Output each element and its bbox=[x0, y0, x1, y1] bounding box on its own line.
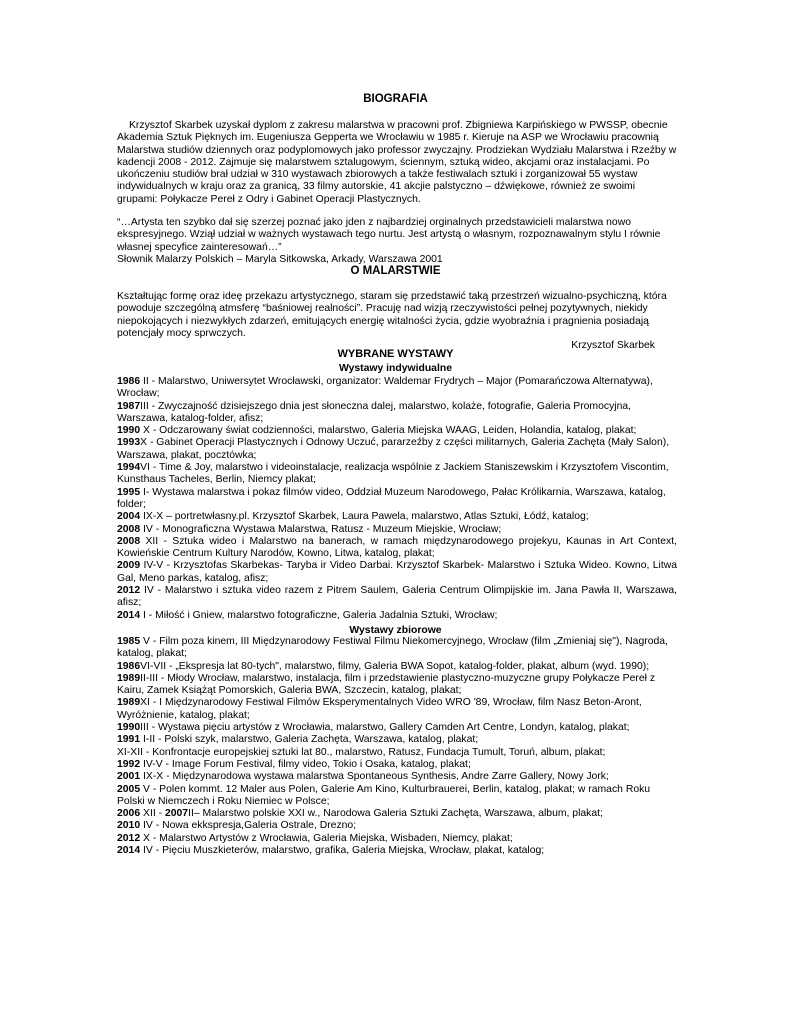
exhibition-entry bbox=[117, 833, 677, 845]
exhibition-text: X - Gabinet Operacji Plastycznych i Odnowy Uczuć, pararzeźby z części militarnych, Galeria Zachęta (Mały Salon), Warszawa, plakat, pocztówka; bbox=[117, 437, 670, 461]
exhibition-entry bbox=[117, 560, 677, 585]
exhibition-text: IV - Nowa ekksprеsja,Galeria Ostrale, Drezno; bbox=[140, 820, 357, 832]
exhibition-year: 2006 bbox=[117, 808, 141, 820]
exhibition-entry bbox=[117, 462, 677, 487]
exhibition-year: 2014 bbox=[117, 609, 141, 621]
exhibition-year: 1992 bbox=[117, 758, 141, 770]
exhibition-text: X - Malarstwo Artystów z Wrocławia, Galeria Miejska, Wisbaden, Niemcy, plakat; bbox=[140, 832, 513, 844]
malarstwo-section bbox=[117, 291, 677, 352]
wystawy-title: WYBRANE WYSTAWY bbox=[337, 348, 454, 360]
exhibition-entry bbox=[117, 511, 677, 523]
exhibition-entry bbox=[117, 808, 677, 820]
exhibition-text: XII - Sztuka wideo i Malarstwo na banerach, w ramach międzynarodowego projekyu, Kaunas in Art Context, Kowieńskie Centrum Kultury Narodów, Kowno, Litwa, katalog, plakat; bbox=[117, 535, 677, 560]
exhibition-year: 1991 bbox=[117, 734, 141, 746]
exhibition-year: 1993 bbox=[117, 437, 141, 449]
exhibition-entry bbox=[117, 784, 677, 809]
exhibition-entry bbox=[117, 487, 677, 512]
exhibition-year: 1989 bbox=[117, 672, 141, 684]
quote-source: Słownik Malarzy Polskich – Maryla Sitkowska, Arkady, Warszawa 2001 bbox=[117, 253, 443, 265]
exhibition-text: IV-V - Image Forum Festival, filmy video, Tokio i Osaka, katalog, plakat; bbox=[140, 758, 471, 770]
exhibition-entry bbox=[117, 722, 677, 734]
exhibition-entry bbox=[117, 697, 677, 722]
exhibition-year: 1987 bbox=[117, 400, 141, 412]
malarstwo-title: O MALARSTWIE bbox=[350, 265, 441, 277]
exhibition-year: 2010 bbox=[117, 820, 141, 832]
exhibition-year: 1990 bbox=[117, 722, 141, 734]
exhibition-year: 2012 bbox=[117, 585, 141, 597]
group-exhibitions-list bbox=[117, 636, 677, 857]
biografia-paragraph: Krzysztof Skarbek uzyskał dyplom z zakresu malarstwa w pracowni prof. Zbigniewa Karpińskiego w PWSSP, obecnie Akademia Sztuk Pięknych im. Eugeniusza Gepperta we Wrocławiu w 1985 r. Kieruje na ASP we Wrocławiu pracownią Malarstwa studiów dziennych oraz podyplomowych jako professor zwyczajny. Prodziekan Wydziału Malarstwa i Rzeźby w kadencji 2008 - 2012. Zajmuje się malarstwem sztalugowym, ściennym, sztuką wideo, akcjami oraz instalacjami. Po ukończeniu studiów brał udział w 310 wystawach zbiorowych a także festiwalach sztuki i zorganizował 55 wystaw indywidualnych w kraju oraz za granicą, 33 filmy autorskie, 41 akcjie palstyczno – dźwiękowe, również ze swoimi grupami: Połykacze Pereł z Odry i Gabinet Operacji Plastycznych. bbox=[117, 120, 677, 205]
exhibition-entry bbox=[117, 437, 677, 462]
exhibition-text: II-III - Młody Wrocław, malarstwo, instalacja, film i przedstawienie plastyczno-muzyczne grupy Połykacze Pereł z Kairu, Zamek Książąt Pomorskich, Galeria BWA, Szczecin, katalog, plakat; bbox=[117, 672, 656, 697]
artist-signature: Krzysztof Skarbek bbox=[571, 340, 655, 352]
exhibition-entry bbox=[117, 610, 677, 622]
exhibition-year: 2014 bbox=[117, 845, 141, 857]
exhibition-year: 1986 bbox=[117, 376, 141, 387]
biografia-section bbox=[117, 120, 677, 206]
exhibition-entry bbox=[117, 661, 677, 673]
exhibition-text: VI-VII - „Ekspresja lat 80-tych", malarstwo, filmy, Galeria BWA Sopot, katalog-folder, plakat, album (wyd. 1990); bbox=[140, 660, 650, 672]
individual-exhibitions-title: Wystawy indywidualne bbox=[339, 363, 452, 374]
exhibition-year: 1994 bbox=[117, 462, 141, 474]
exhibition-text: IX-X - Międzynarodowa wystawa malarstwa Spontaneous Synthesis, Andre Zarre Gallery, Nowy Jork; bbox=[140, 771, 609, 783]
exhibition-entry bbox=[117, 759, 677, 771]
exhibition-text: VI - Time & Joy, malarstwo i videoinstalacje, realizacja wspólnie z Jackiem Staniszewskim i Krzysztofem Viscontim, Kunsthaus Tacheles, Berlin, Niemcy plakat; bbox=[117, 462, 669, 486]
exhibition-year-end: 2007 bbox=[164, 808, 189, 820]
exhibition-entry bbox=[117, 845, 677, 857]
group-exhibitions-title: Wystawy zbiorowe bbox=[349, 625, 442, 636]
exhibition-text: I - Miłość i Gniew, malarstwo fotograficzne, Galeria Jadalnia Sztuki, Wrocław; bbox=[140, 609, 498, 621]
exhibition-text: IV - Pięciu Muszkieterów, malarstwo, grafika, Galeria Miejska, Wrocław, plakat, katalog; bbox=[140, 845, 545, 857]
quote-section bbox=[117, 217, 677, 266]
exhibition-year: 2008 bbox=[117, 523, 141, 535]
exhibition-entry bbox=[117, 376, 677, 401]
exhibition-text: IV-V - Krzysztofas Skarbekas- Taryba ir Video Darbai. Krzysztof Skarbek- Malarstwo i Sztuka Wideo. Kowno, Litwa Gal, Meno parkas, katalog, afisz; bbox=[117, 560, 677, 584]
exhibition-text: V - Film poza kinem, III Międzynarodowy Festiwal Filmu Niekomercyjnego, Wrocław (film „Zmieniaj się"), Nagroda, katalog, plakat; bbox=[117, 636, 668, 660]
exhibition-year: 1990 bbox=[117, 425, 141, 437]
exhibition-year: 2005 bbox=[117, 783, 141, 795]
exhibition-text: V - Polen kommt. 12 Maler aus Polen, Galerie Am Kino, Kulturbrauerei, Berlin, katalog, plakat; w ramach Roku Polski w Niemczech i Roku Niemiec w Polsce; bbox=[117, 783, 651, 807]
exhibition-text: IV - Malarstwo i sztuka video razem z Pitrem Saulem, Galeria Centrum Olimpijskie im. Jana Pawła II, Warszawa, afisz; bbox=[117, 585, 677, 609]
exhibition-text: IX-X – portretwłasny.pl. Krzysztof Skarbek, Laura Pawela, malarstwo, Atlas Sztuki, Łódź, katalog; bbox=[140, 511, 589, 523]
malarstwo-paragraph: Kształtując formę oraz ideę przekazu artystycznego, staram się przedstawić taką przestrzeń wizualno-psychiczną, która powoduje szczególną atmsferę “baśniowej realności”. Pracuję nad wizją rzeczywistości pełnej pozytywnych, niekidy niepokojących i niezwykłych zdarzeń, emitujących energię witalności życia, gdzie wyobraźnia i pragnienia posiadają potencjały mocy sprwczych. bbox=[117, 291, 667, 339]
exhibition-text: III - Zwyczajność dzisiejszego dnia jest słoneczna dalej, malarstwo, kolaże, fotografie, Galeria Promocyjna, Warszawa, katalog-folder, afisz; bbox=[117, 400, 632, 424]
exhibition-entry bbox=[117, 425, 677, 437]
exhibition-text: XI - I Międzynarodowy Festiwal Filmów Eksperymentalnych Video WRO '89, Wrocław, film Nasz Beton-Aront, Wyróżnienie, katalog, plakat; bbox=[117, 697, 642, 721]
exhibition-text: XI-XII - Konfrontacje europejskiej sztuki lat 80., malarstwo, Ratusz, Fundacja Tumult, Toruń, album, plakat; bbox=[117, 746, 606, 758]
exhibition-entry bbox=[117, 585, 677, 610]
exhibition-year: 1986 bbox=[117, 660, 141, 672]
exhibition-year: 1985 bbox=[117, 636, 141, 647]
exhibition-entry bbox=[117, 636, 677, 661]
exhibition-entry bbox=[117, 536, 677, 561]
exhibition-text: I- Wystawa malarstwa i pokaz filmów video, Oddział Muzeum Narodowego, Pałac Królikarnia, Warszawa, katalog, folder; bbox=[117, 486, 666, 510]
exhibition-entry bbox=[117, 673, 677, 698]
exhibition-year: 2009 bbox=[117, 560, 141, 572]
exhibition-entry bbox=[117, 747, 677, 759]
exhibition-text-end: II– Malarstwo polskie XXI w., Narodowa Galeria Sztuki Zachęta, Warszawa, album, plakat; bbox=[188, 808, 603, 820]
exhibition-text: III - Wystawa pięciu artystów z Wrocławia, malarstwo, Gallery Camden Art Centre, Londyn, katalog, plakat; bbox=[140, 722, 630, 734]
exhibition-entry bbox=[117, 401, 677, 426]
exhibition-text: XII - bbox=[140, 808, 165, 820]
biografia-title: BIOGRAFIA bbox=[363, 93, 428, 105]
exhibition-year: 2004 bbox=[117, 511, 141, 523]
exhibition-year: 2008 bbox=[117, 535, 141, 547]
exhibition-text: IV - Monograficzna Wystawa Malarstwa, Ratusz - Muzeum Miejskie, Wrocław; bbox=[140, 523, 502, 535]
exhibition-year: 2001 bbox=[117, 771, 141, 783]
critic-quote: “…Artysta ten szybko dał się szerzej poznać jako jden z najbardziej orginalnych przedstawicieli malarstwa nowo ekspresyjnego. Wziął udział w ważnych wystawach tego nurtu. Jest artystą o własnym, rozpoznawalnym stylu I równie własnej specyfice zainteresowań…” bbox=[117, 217, 661, 253]
exhibition-year: 1995 bbox=[117, 486, 141, 498]
exhibition-entry bbox=[117, 820, 677, 832]
exhibition-year: 2012 bbox=[117, 832, 141, 844]
exhibition-entry bbox=[117, 771, 677, 783]
individual-exhibitions-list bbox=[117, 376, 677, 622]
exhibition-entry bbox=[117, 734, 677, 746]
exhibition-year: 1989 bbox=[117, 697, 141, 709]
exhibition-entry bbox=[117, 524, 677, 536]
exhibition-text: II - Malarstwo, Uniwersytet Wrocławski, organizator: Waldemar Frydrych – Major (Pomarańczowa Alternatywa), Wrocław; bbox=[117, 376, 653, 400]
exhibition-text: I-II - Polski szyk, malarstwo, Galeria Zachęta, Warszawa, katalog, plakat; bbox=[140, 734, 479, 746]
exhibition-text: X - Odczarowany świat codzienności, malarstwo, Galeria Miejska WAAG, Leiden, Holandia, katalog, plakat; bbox=[140, 425, 637, 437]
